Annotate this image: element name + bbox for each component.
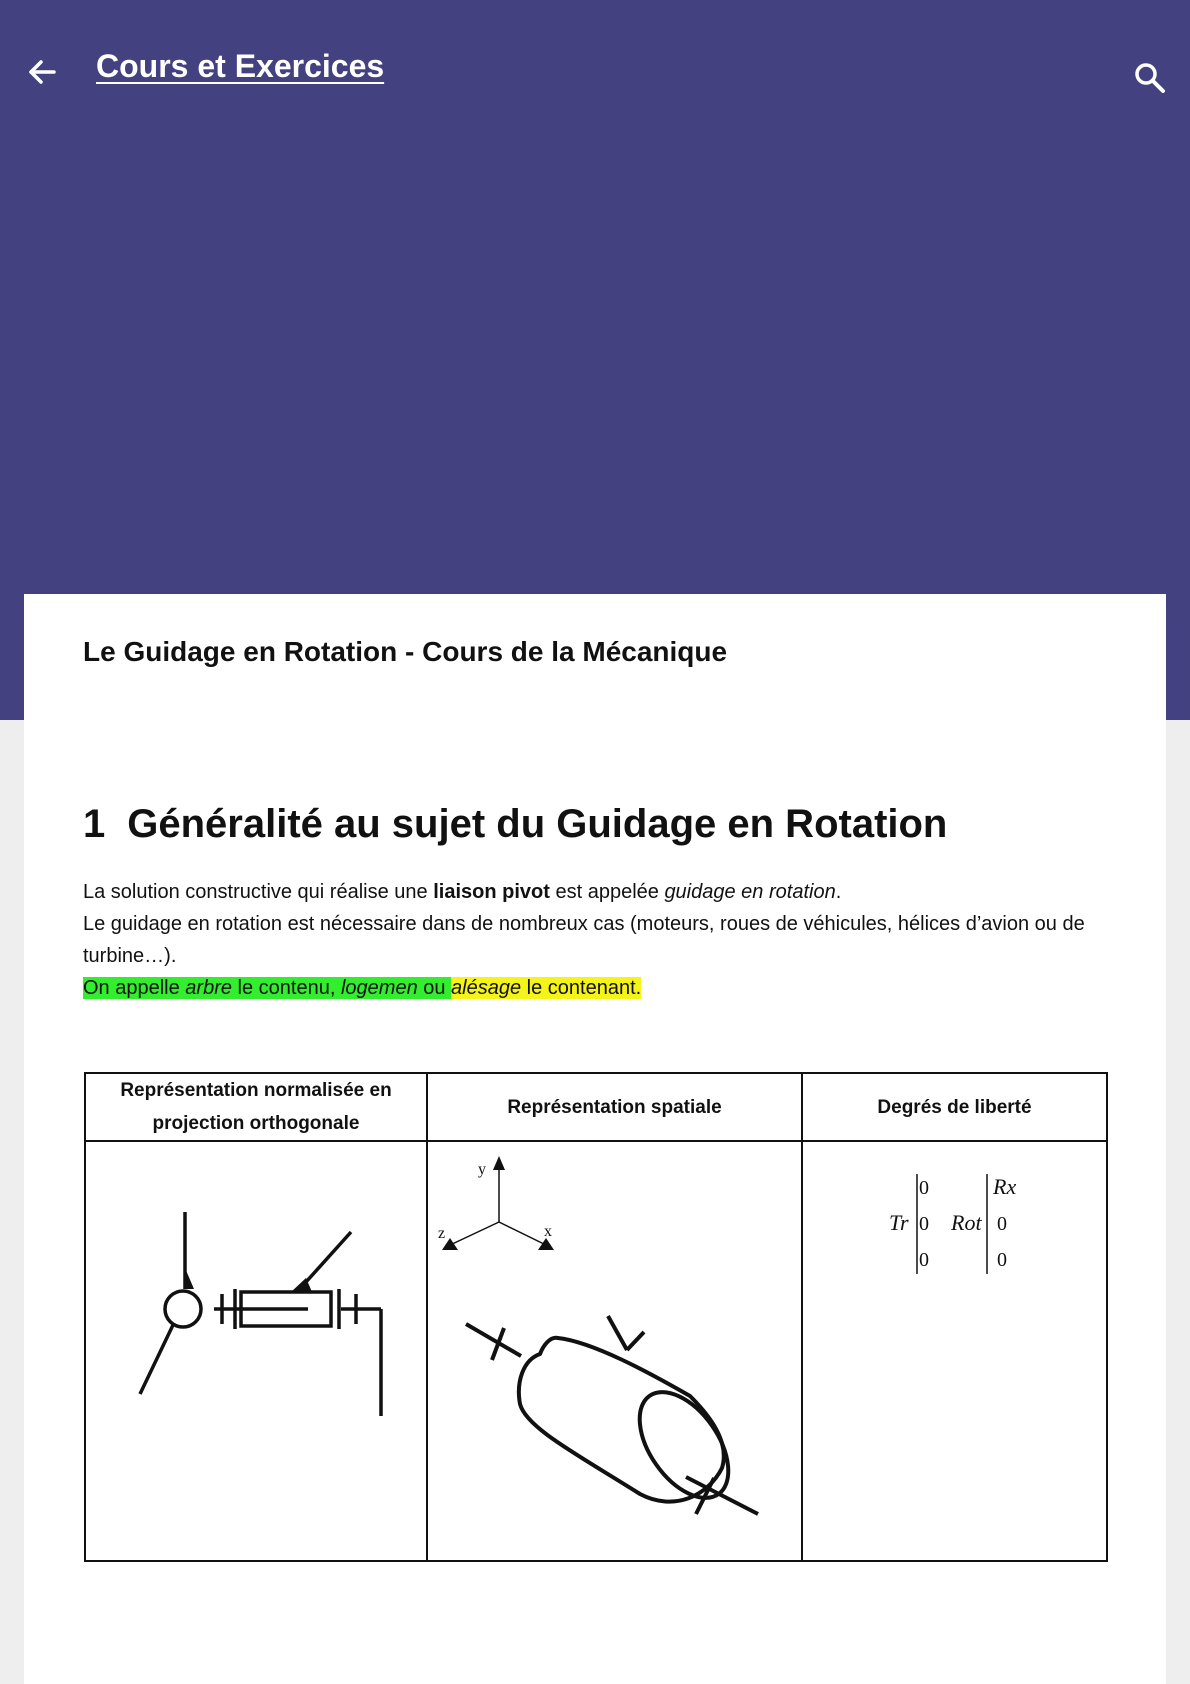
term-guidage: guidage en rotation — [664, 881, 836, 903]
cell-normalized-drawing — [85, 1141, 427, 1561]
axis-x-label: x — [544, 1223, 552, 1240]
search-icon — [1128, 56, 1172, 100]
highlight-yellow: alésage le contenant. — [451, 977, 642, 999]
tr-value-2: 0 — [919, 1213, 929, 1235]
header-dof: Degrés de liberté — [802, 1073, 1107, 1141]
search-button[interactable] — [1128, 56, 1172, 100]
pivot-schematic-icon — [86, 1142, 426, 1558]
term-liaison-pivot: liaison pivot — [433, 881, 550, 903]
intro-text — [83, 876, 1143, 1004]
rot-value-3: 0 — [997, 1249, 1007, 1271]
axis-z-label: z — [438, 1225, 446, 1242]
back-button[interactable] — [22, 52, 62, 92]
table-header-row — [85, 1073, 1107, 1141]
rot-value-2: 0 — [997, 1213, 1007, 1235]
table-body-row — [85, 1141, 1107, 1561]
axis-y-label: y — [478, 1161, 486, 1178]
paragraph-3 — [83, 972, 1143, 1004]
section-title: Généralité au sujet du Guidage en Rotation — [127, 802, 948, 846]
rot-label: Rot — [951, 1210, 982, 1235]
header-normalized-projection: Représentation normalisée en projection orthogonale — [85, 1073, 427, 1141]
cell-dof — [802, 1141, 1107, 1561]
next-section-heading-clipped — [124, 1666, 424, 1684]
dof-torsor-icon — [803, 1142, 1106, 1558]
site-title-link[interactable]: Cours et Exercices — [96, 48, 385, 84]
post-card — [24, 594, 1166, 1684]
section-number: 1 — [83, 802, 106, 846]
tr-value-3: 0 — [919, 1249, 929, 1271]
rot-value-1: Rx — [993, 1174, 1017, 1199]
paragraph-2: Le guidage en rotation est nécessaire dans de nombreux cas (moteurs, roues de véhicules, hélices d’avion ou de turbine…). — [83, 913, 1085, 967]
liaison-pivot-table — [84, 1072, 1108, 1562]
highlight-green: On appelle arbre le contenu, logemen ou — [83, 977, 452, 999]
tr-label: Tr — [889, 1210, 909, 1235]
paragraph-1: La solution constructive qui réalise une liaison pivot est appelée guidage en rotation. — [83, 881, 842, 903]
arrow-left-icon — [22, 52, 62, 92]
post-title: Le Guidage en Rotation - Cours de la Mécanique — [83, 636, 728, 667]
cylinder-3d-icon — [428, 1142, 801, 1558]
top-app-bar — [0, 0, 1190, 140]
cell-spatial-drawing — [427, 1141, 802, 1561]
tr-value-1: 0 — [919, 1177, 929, 1199]
section-heading — [83, 802, 947, 847]
header-spatial: Représentation spatiale — [427, 1073, 802, 1141]
